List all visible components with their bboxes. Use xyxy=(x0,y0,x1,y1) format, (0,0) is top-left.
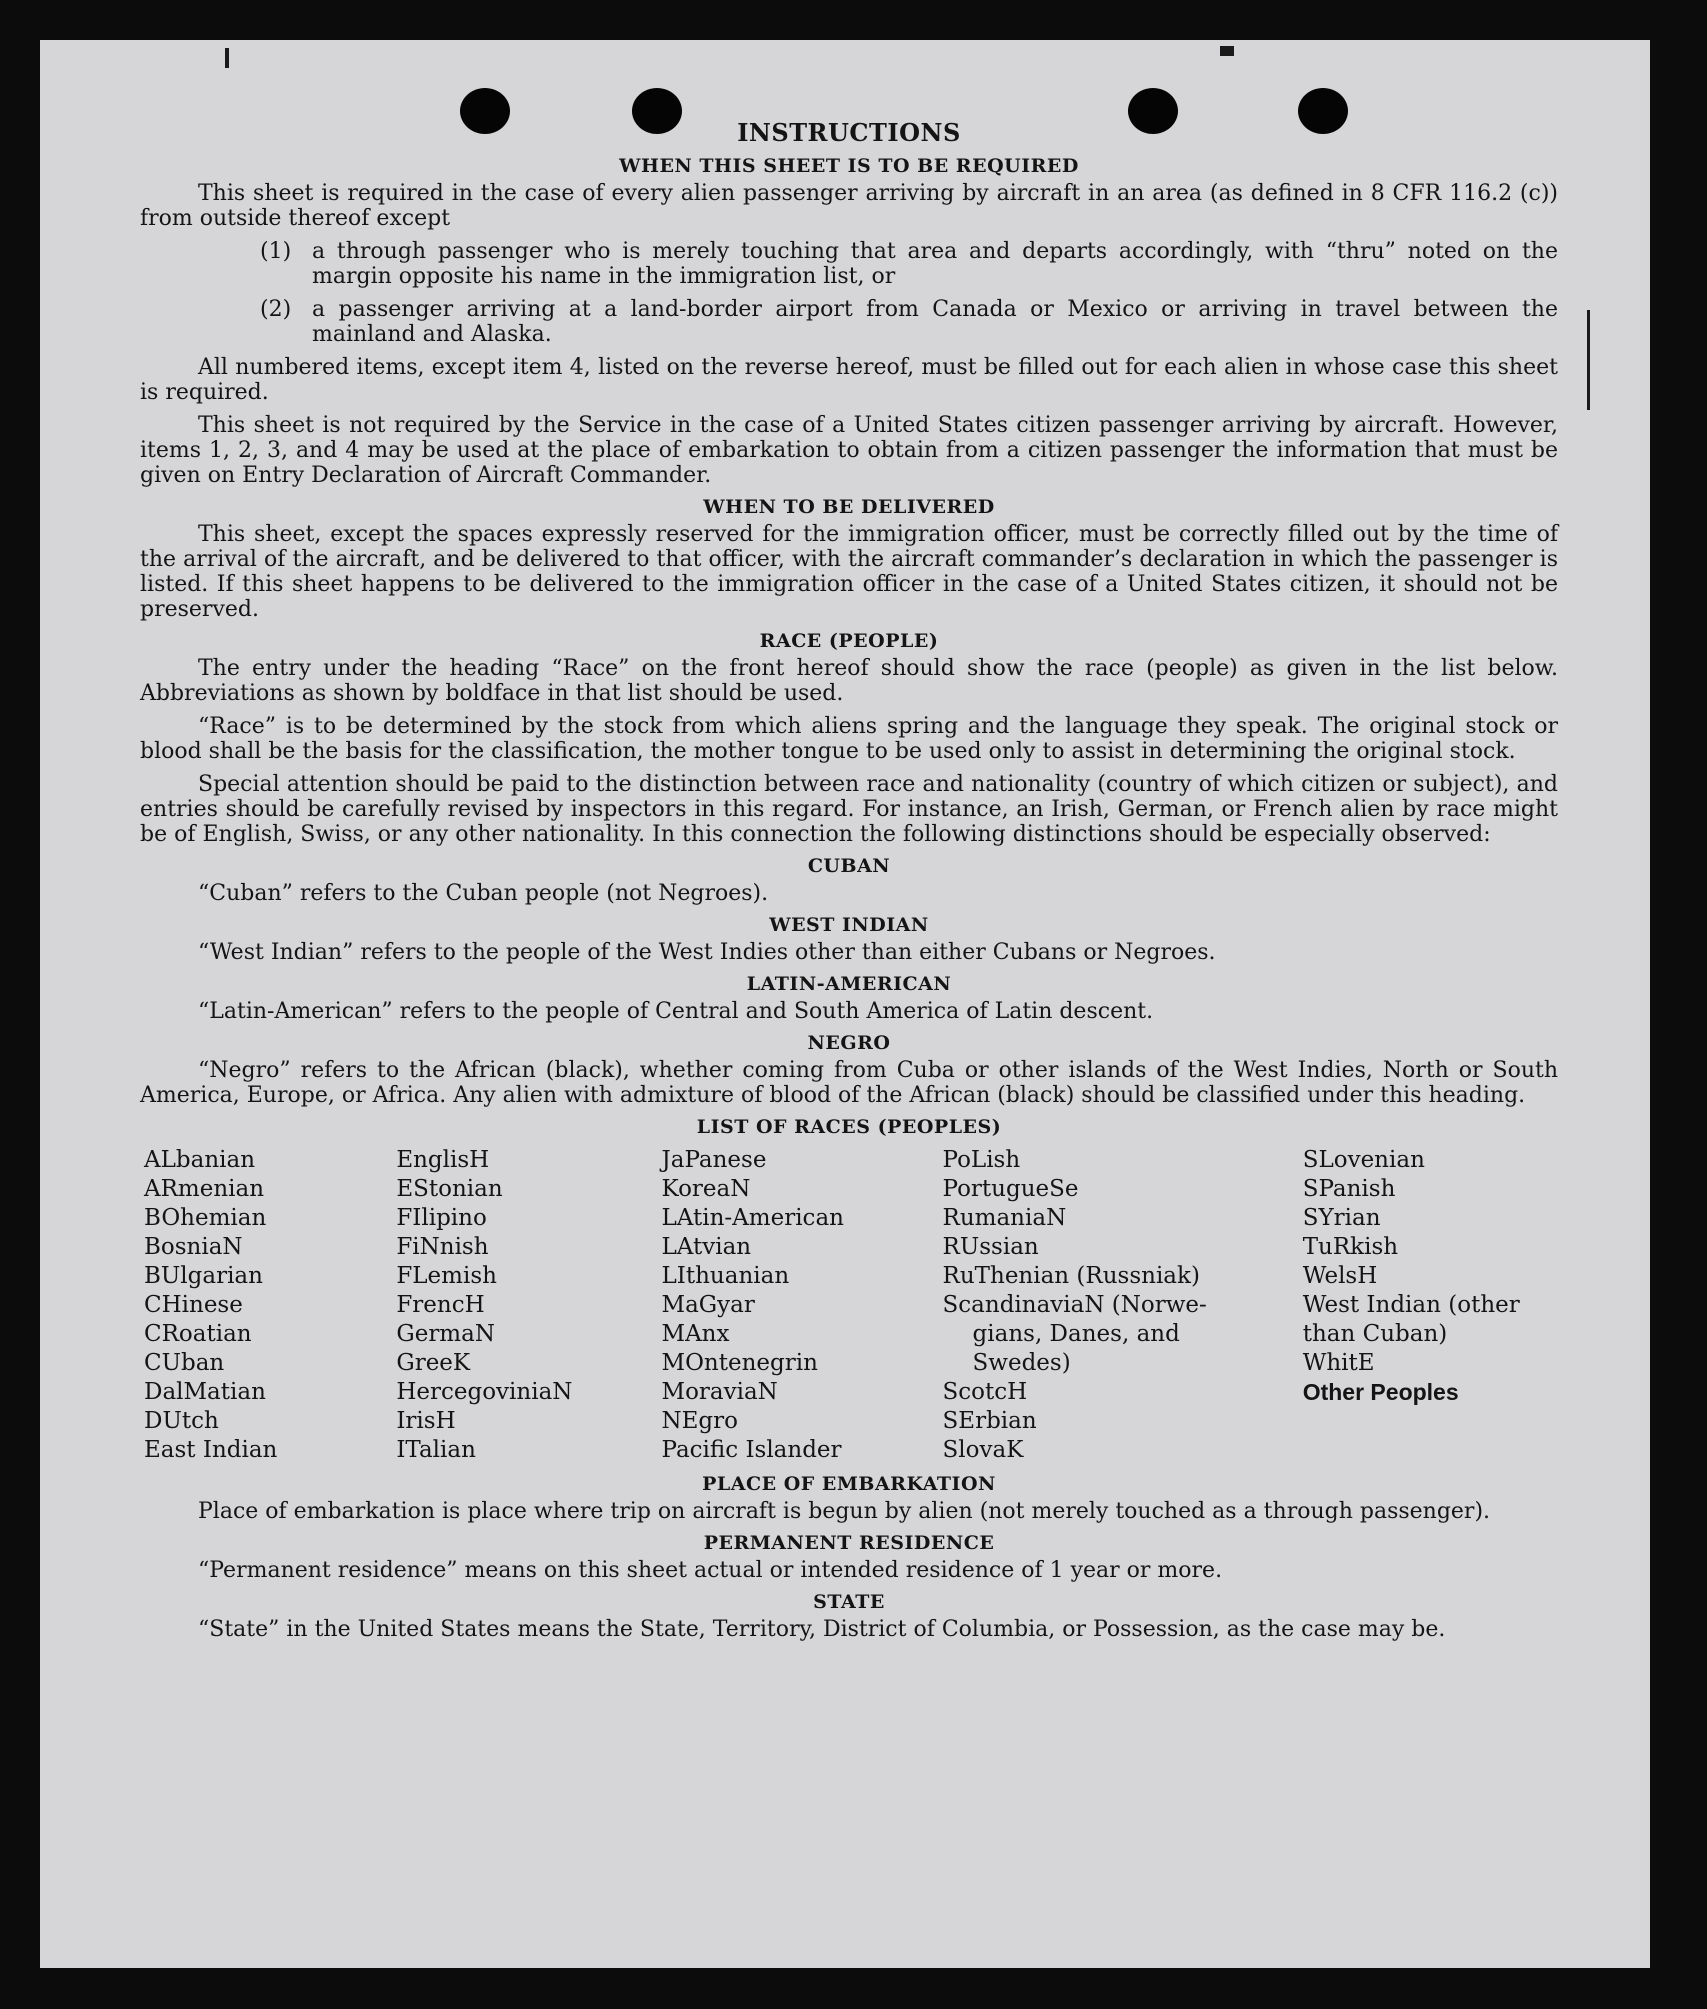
section-heading: WEST INDIAN xyxy=(769,914,929,936)
speck xyxy=(1587,310,1590,410)
section-heading: LIST OF RACES (PEOPLES) xyxy=(696,1116,1002,1138)
race-entry: FLemish xyxy=(396,1263,497,1289)
race-entry: CUban xyxy=(144,1350,225,1376)
race-entry: SYrian xyxy=(1302,1205,1381,1231)
race-entry: BOhemian xyxy=(144,1205,267,1231)
race-entry: EnglisH xyxy=(396,1147,490,1173)
item-text: a through passenger who is merely touching that area and departs accordingly, with “thru” noted on the margin opposite his name in the immigration list, or xyxy=(312,239,1558,289)
race-entry: MoraviaN xyxy=(661,1379,778,1405)
race-entry: WelsH xyxy=(1302,1263,1378,1289)
race-entry: East Indian xyxy=(144,1437,278,1463)
race-list xyxy=(144,1146,1558,1465)
section-heading: PLACE OF EMBARKATION xyxy=(702,1473,996,1495)
race-entry-continued: than Cuban) xyxy=(1302,1321,1448,1347)
race-entry: FrencH xyxy=(396,1292,485,1318)
race-entry: GreeK xyxy=(396,1350,471,1376)
section-heading: LATIN-AMERICAN xyxy=(746,973,952,995)
section-heading: RACE (PEOPLE) xyxy=(759,630,939,652)
speck xyxy=(225,48,229,68)
race-entry-continued: gians, Danes, and xyxy=(972,1321,1180,1347)
race-entry: LAtin-American xyxy=(661,1205,844,1231)
paragraph: “Permanent residence” means on this sheet actual or intended residence of 1 year or more. xyxy=(198,1558,1223,1583)
race-entry: BUlgarian xyxy=(144,1263,263,1289)
section-heading: PERMANENT RESIDENCE xyxy=(703,1532,995,1554)
race-entry: KoreaN xyxy=(661,1176,751,1202)
page-title: INSTRUCTIONS xyxy=(737,118,961,147)
race-entry: Pacific Islander xyxy=(661,1437,842,1463)
race-entry: RUssian xyxy=(942,1234,1039,1260)
instructions-text xyxy=(140,118,1558,1650)
list-item xyxy=(260,297,1558,347)
race-entry: SlovaK xyxy=(942,1437,1024,1463)
paragraph: “Cuban” refers to the Cuban people (not Negroes). xyxy=(198,881,769,906)
race-entry: RuThenian (Russniak) xyxy=(942,1263,1200,1289)
race-entry: PortugueSe xyxy=(942,1176,1079,1202)
race-entry: CHinese xyxy=(144,1292,243,1318)
paragraph: This sheet, except the spaces expressly reserved for the immigration officer, must be correctly filled out by the time of the arrival of the aircraft, and be delivered to that officer, with the aircraft commander’s declaration in which the passenger is listed. If this sheet happens to be delivered to the immigration officer in the case of a United States citizen, it should not be preserved. xyxy=(140,522,1558,622)
race-entry: NEgro xyxy=(661,1408,738,1434)
race-entry: BosniaN xyxy=(144,1234,243,1260)
paragraph: “Negro” refers to the African (black), whether coming from Cuba or other islands of the West Indies, North or South America, Europe, or Africa. Any alien with admixture of blood of the African (black) should be classified under this heading. xyxy=(140,1058,1558,1108)
race-entry: SErbian xyxy=(942,1408,1037,1434)
paragraph: “Race” is to be determined by the stock from which aliens spring and the language they speak. The original stock or blood shall be the basis for the classification, the mother tongue to be used only to assist in determining the original stock. xyxy=(140,714,1558,764)
race-entry: MaGyar xyxy=(661,1292,755,1318)
race-column xyxy=(662,1146,943,1465)
paragraph: “Latin-American” refers to the people of Central and South America of Latin descent. xyxy=(198,999,1154,1024)
race-entry: IrisH xyxy=(396,1408,456,1434)
race-entry: ScandinaviaN (Norwe- xyxy=(942,1292,1207,1318)
section-heading: WHEN THIS SHEET IS TO BE REQUIRED xyxy=(619,155,1079,177)
race-entry: ARmenian xyxy=(144,1176,265,1202)
race-entry: GermaN xyxy=(396,1321,495,1347)
race-column xyxy=(144,1146,396,1465)
section-heading: CUBAN xyxy=(807,855,891,877)
section-heading: STATE xyxy=(813,1591,885,1613)
race-entry: SPanish xyxy=(1302,1176,1396,1202)
race-entry: ALbanian xyxy=(144,1147,256,1173)
paragraph: Place of embarkation is place where trip on aircraft is begun by alien (not merely touched as a through passenger). xyxy=(198,1499,1491,1524)
race-entry: JaPanese xyxy=(661,1147,767,1173)
paragraph: “West Indian” refers to the people of the West Indies other than either Cubans or Negroes. xyxy=(198,940,1216,965)
race-entry: MAnx xyxy=(661,1321,730,1347)
paragraph: This sheet is required in the case of every alien passenger arriving by aircraft in an area (as defined in 8 CFR 116.2 (c)) from outside thereof except xyxy=(140,181,1558,231)
item-number: (2) xyxy=(260,297,292,322)
item-number: (1) xyxy=(260,239,292,264)
paragraph: The entry under the heading “Race” on the front hereof should show the race (people) as given in the list below. Abbreviations as shown by boldface in that list should be used. xyxy=(140,656,1558,706)
race-entry: TuRkish xyxy=(1302,1234,1399,1260)
section-heading: NEGRO xyxy=(807,1032,891,1054)
race-entry: HercegoviniaN xyxy=(396,1379,573,1405)
race-entry: WhitE xyxy=(1302,1350,1375,1376)
race-entry-continued: Swedes) xyxy=(972,1350,1071,1376)
race-entry: DUtch xyxy=(144,1408,219,1434)
document-page xyxy=(40,40,1650,1968)
race-entry: DalMatian xyxy=(144,1379,266,1405)
race-entry: FiNnish xyxy=(396,1234,489,1260)
paragraph: Special attention should be paid to the distinction between race and nationality (country of which citizen or subject), and entries should be carefully revised by inspectors in this regard. For instance, an Irish, German, or French alien by race might be of English, Swiss, or any other nationality. In this connection the following distinctions should be especially observed: xyxy=(140,772,1558,847)
race-column xyxy=(943,1146,1303,1465)
race-entry: EStonian xyxy=(396,1176,503,1202)
race-entry: LIthuanian xyxy=(661,1263,790,1289)
paragraph: “State” in the United States means the State, Territory, District of Columbia, or Possession, as the case may be. xyxy=(198,1617,1446,1642)
list-item xyxy=(260,239,1558,289)
item-text: a passenger arriving at a land-border airport from Canada or Mexico or arriving in travel between the mainland and Alaska. xyxy=(312,297,1558,347)
race-entry: RumaniaN xyxy=(942,1205,1067,1231)
race-entry: FIlipino xyxy=(396,1205,487,1231)
race-entry: ITalian xyxy=(396,1437,476,1463)
race-entry: CRoatian xyxy=(144,1321,252,1347)
race-entry: Other Peoples xyxy=(1302,1379,1459,1405)
race-entry: PoLish xyxy=(942,1147,1021,1173)
section-heading: WHEN TO BE DELIVERED xyxy=(703,496,995,518)
race-entry: SLovenian xyxy=(1302,1147,1425,1173)
race-entry: ScotcH xyxy=(942,1379,1028,1405)
race-entry: West Indian (other xyxy=(1302,1292,1520,1318)
speck xyxy=(1220,46,1234,56)
race-entry: LAtvian xyxy=(661,1234,752,1260)
race-column xyxy=(1303,1146,1558,1465)
race-column xyxy=(396,1146,661,1465)
race-entry: MOntenegrin xyxy=(661,1350,818,1376)
paragraph: All numbered items, except item 4, listed on the reverse hereof, must be filled out for each alien in whose case this sheet is required. xyxy=(140,355,1558,405)
paragraph: This sheet is not required by the Service in the case of a United States citizen passenger arriving by aircraft. However, items 1, 2, 3, and 4 may be used at the place of embarkation to obtain from a citizen passenger the information that must be given on Entry Declaration of Aircraft Commander. xyxy=(140,413,1558,488)
